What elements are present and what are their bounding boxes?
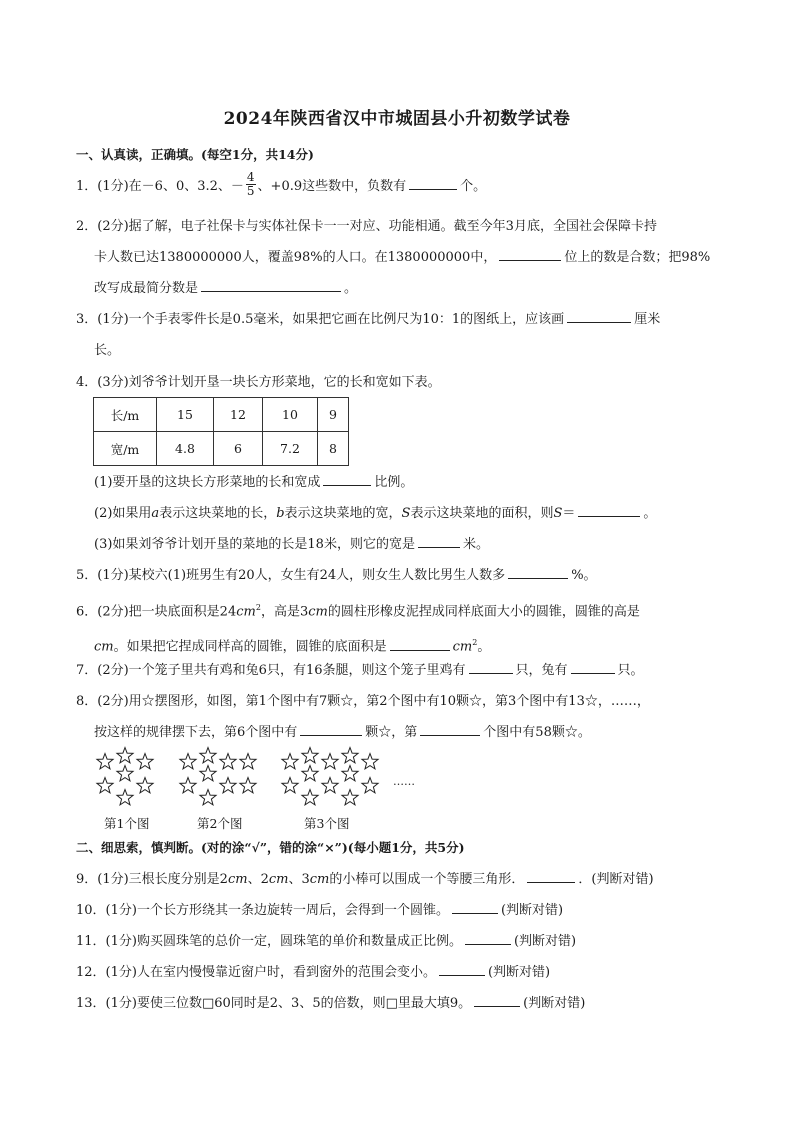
answer-blank[interactable] (390, 636, 450, 651)
answer-blank[interactable] (409, 175, 457, 190)
star-icon (180, 754, 196, 769)
table-cell: 4.8 (157, 432, 214, 466)
answer-blank[interactable] (578, 502, 640, 517)
star-icon (200, 790, 216, 805)
star-icon (200, 766, 216, 781)
answer-blank[interactable] (452, 899, 498, 914)
section-heading-1: 一、认真读，正确填。(每空1分，共14分) (76, 147, 314, 162)
figure-caption-2: 第2个图 (197, 816, 243, 831)
star-icon (322, 754, 338, 769)
star-icon (282, 754, 298, 769)
table-cell: 6 (214, 432, 263, 466)
answer-blank[interactable] (439, 961, 485, 976)
question-1: 1．(1分)在－6、0、3.2、－ $\frac{4}{5}$ 、+0.9这些数中，负数有 个。 (76, 170, 487, 198)
star-icon (220, 754, 236, 769)
table-cell: 10 (263, 398, 318, 432)
table-row (94, 398, 349, 432)
star-icon (302, 748, 318, 763)
star-icon (342, 748, 358, 763)
answer-blank[interactable] (300, 721, 362, 736)
figure-caption-1: 第1个图 (104, 816, 150, 831)
star-icon (282, 778, 298, 793)
question-3: 3．(1分)一个手表零件长是0.5毫米，如果把它画在比例尺为10：1的图纸上，应该画 厘米 长。 (76, 304, 726, 366)
answer-blank[interactable] (567, 308, 631, 323)
star-icon (117, 766, 133, 781)
answer-blank[interactable] (469, 659, 513, 674)
star-icon (200, 748, 216, 763)
star-icon (220, 778, 236, 793)
table-header-cell: 长/m (94, 398, 157, 432)
star-icon (117, 748, 133, 763)
star-icon (342, 790, 358, 805)
question-10: 10．(1分)一个长方形绕其一条边旋转一周后，会得到一个圆锥。 (判断对错) (76, 895, 726, 926)
table-cell: 7.2 (263, 432, 318, 466)
answer-blank[interactable] (465, 930, 511, 945)
question-4-intro: 4．(3分)刘爷爷计划开垦一块长方形菜地，它的长和宽如下表。 (76, 375, 441, 390)
star-icon (322, 778, 338, 793)
figure-caption-3: 第3个图 (304, 816, 350, 831)
answer-blank[interactable] (527, 868, 575, 883)
table-cell: 9 (318, 398, 349, 432)
table-header-cell: 宽/m (94, 432, 157, 466)
question-7: 7．(2分)一个笼子里共有鸡和兔6只，有16条腿，则这个笼子里鸡有 只，兔有 只。 (76, 655, 726, 686)
table-cell: 12 (214, 398, 263, 432)
dimension-table (93, 397, 349, 466)
star-icon (302, 790, 318, 805)
page-title: 2024年陕西省汉中市城固县小升初数学试卷 (223, 109, 571, 129)
answer-blank[interactable] (420, 721, 480, 736)
star-icon (342, 766, 358, 781)
star-icon (97, 754, 113, 769)
star-icon (137, 778, 153, 793)
star-icon (302, 766, 318, 781)
question-5: 5．(1分)某校六(1)班男生有20人，女生有24人，则女生人数比男生人数多 %。 (76, 560, 726, 591)
star-icon (362, 754, 378, 769)
star-icon (180, 778, 196, 793)
star-icon (117, 790, 133, 805)
answer-blank[interactable] (571, 659, 615, 674)
question-2: 2．(2分)据了解，电子社保卡与实体社保卡一一对应、功能相通。截至今年3月底，全国社会保障卡持 卡人数已达1380000000人，覆盖98%的人口。在1380000000中， 位上的数是合数；把98% 改写成最简分数是 。 (76, 219, 711, 296)
answer-blank[interactable] (508, 564, 568, 579)
star-icon (137, 754, 153, 769)
answer-blank[interactable] (418, 533, 460, 548)
answer-blank[interactable] (499, 246, 561, 261)
question-9: 9．(1分)三根长度分别是2cm、2cm、3cm的小棒可以围成一个等腰三角形． ．(判断对错) (76, 864, 726, 895)
table-cell: 8 (318, 432, 349, 466)
question-13: 13．(1分)要使三位数□60同时是2、3、5的倍数，则□里最大填9。 (判断对错) (76, 988, 726, 1019)
question-12: 12．(1分)人在室内慢慢靠近窗户时，看到窗外的范围会变小。 (判断对错) (76, 957, 726, 988)
star-icon (97, 778, 113, 793)
question-4-parts: (1)要开垦的这块长方形菜地的长和宽成 比例。 (2)如果用a表示这块菜地的长，b表示这块菜地的宽，S表示这块菜地的面积，则S＝ 。 (3)如果刘爷爷计划开垦的菜地的长是18米，则它的宽是 米。 (94, 467, 744, 560)
section-heading-2: 二、细思索，慎判断。(对的涂“√”，错的涂“×”)(每小题1分，共5分) (76, 840, 465, 855)
table-row (94, 432, 349, 466)
answer-blank[interactable] (201, 277, 341, 292)
star-icon (240, 754, 256, 769)
answer-blank[interactable] (474, 992, 520, 1007)
table-cell: 15 (157, 398, 214, 432)
answer-blank[interactable] (323, 471, 371, 486)
question-8: 8．(2分)用☆摆图形，如图，第1个图中有7颗☆，第2个图中有10颗☆，第3个图中有13☆，……， 按这样的规律摆下去，第6个图中有 颗☆，第 个图中有58颗☆。 (76, 694, 650, 740)
star-icon (240, 778, 256, 793)
star-icon (362, 778, 378, 793)
continuation-dots: …… (393, 775, 415, 788)
question-11: 11．(1分)购买圆珠笔的总价一定，圆珠笔的单价和数量成正比例。 (判断对错) (76, 926, 726, 957)
fraction: $\frac{4}{5}$ (246, 170, 255, 198)
question-6: 6．(2分)把一块底面积是$24cm^2$，高是3cm的圆柱形橡皮泥捏成同样底面大小的圆锥，圆锥的高是 cm。如果把它捏成同样高的圆锥，圆锥的底面积是 $cm^2$。 (76, 603, 640, 655)
